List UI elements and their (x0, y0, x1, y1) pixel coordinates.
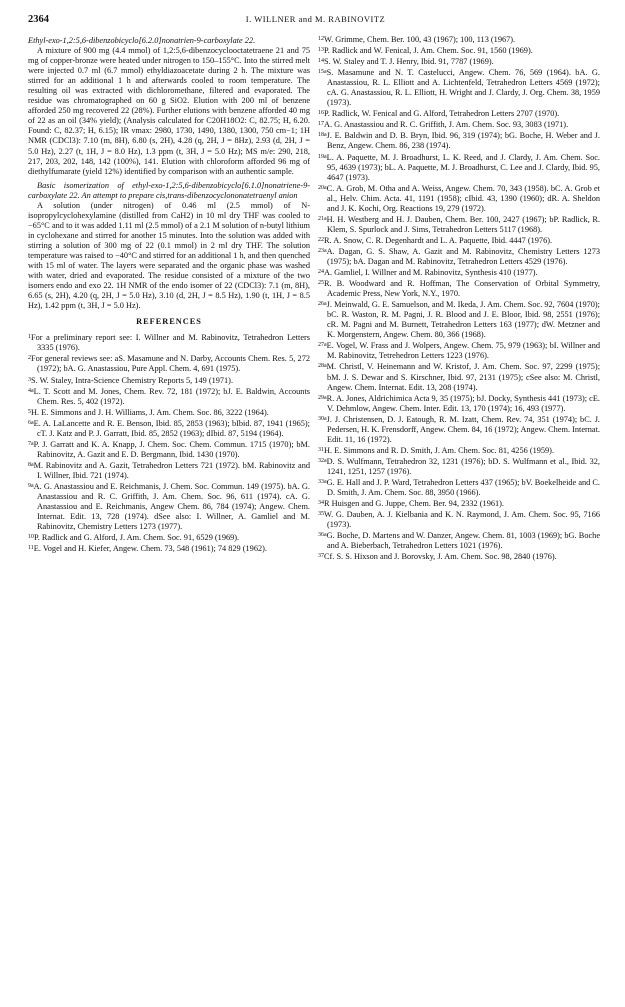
page-header (28, 14, 603, 28)
reference-number: 27a (318, 342, 327, 349)
reference-text: H. E. Simmons and R. D. Smith, J. Am. Chem. Soc. 81, 4256 (1959). (324, 445, 555, 455)
reference-text: H. E. Simmons and J. H. Williams, J. Am. Chem. Soc. 86, 3222 (1964). (31, 407, 269, 417)
reference-item (318, 445, 600, 456)
reference-text: H. H. Westberg and H. J. Dauben, Chem. Ber. 100, 2427 (1967); bP. Radlick, R. Klem, S. Spurlock and J. Sims, Tetrahedron Letters 5117 (1968). (326, 214, 600, 234)
reference-item (318, 56, 600, 67)
reference-item (318, 278, 600, 299)
reference-item (318, 414, 600, 445)
reference-text: J. Meinwald, G. E. Samuelson, and M. Ikeda, J. Am. Chem. Soc. 92, 7604 (1970); bC. R. Waston, R. M. Pagni, J. R. Blood and J. E. Bloor, Ibid. 98, 2551 (1976); cR. M. Pagni and M. Burnett, Tetrahedron Letters 163 (1977); dW. Metzner and K. Morgenstern, Angew. Chem. 80, 366 (1968). (326, 300, 600, 340)
reference-item (28, 532, 310, 543)
reference-text: Cf. S. S. Hixson and J. Borovsky, J. Am. Chem. Soc. 98, 2840 (1976). (324, 552, 557, 562)
reference-text: P. J. Garratt and K. A. Knapp, J. Chem. Soc. Chem. Commun. 1715 (1970); bM. Rabinovitz, A. Gazit and E. D. Bergmann, Ibid. 1430 (1970). (33, 439, 310, 459)
reference-number: 36a (318, 532, 327, 539)
reference-number: 5 (28, 408, 31, 415)
reference-number: 8a (28, 461, 34, 468)
reference-text: R. B. Woodward and R. Hoffman, The Conservation of Orbital Symmetry, Academic Press, New York, N.Y., 1970. (324, 279, 600, 299)
reference-item (28, 481, 310, 532)
reference-text: S. Masamune and N. T. Castelucci, Angew. Chem. 76, 569 (1964). bA. G. Anastassiou, R. L. Elliott and A. Lichtenfeld, Tetrahedron Letters 4569 (1972); cA. G. Anastassiou, R. L. Elliott, H. Wright and J. Clardy, J. Org. Chem. 38, 1959 (1973). (326, 68, 600, 108)
reference-number: 23a (318, 247, 327, 254)
experimental-text-1: A mixture of 900 mg (4.4 mmol) of 1,2:5,6-dibenzocyclooctatetraene 21 and 75 mg of copper-bronze were heated under nitrogen to 150–155°C. Into the stirred melt were injected 0.7 ml (6.7 mmol) ethyldiazoacetate during 2 h. The mixture was stirred for an additional 1 h and afterwards cooled to room temperature. The resulting oil was extracted with dichloromethane, filtered and evaporated. The residue was chromatographed on 60 g SiO2. Elution with 200 ml of benzene afforded 250 mg recovered 22 (28%). Further elutions with benzene afforded 40 mg of 22 as an oil (34% yield); (Analysis calculated for C20H18O2: C, 82.75; H, 6.20. Found: C, 82.37; H, 6.15); IR νmax: 2980, 1730, 1490, 1380, 1300, 750 cm−1; 1H NMR (CDCl3): 7.10 (m, 8H), 6.80 (s, 2H), 4.28 (q, 2H, J = 8Hz), 2.93 (d, 2H, J = 5.0 Hz), 2.27 (t, 1H, J = 8.0 Hz), 1.3 ppm (t, 3H, J = 5.0 Hz); MS m/e: 290, 218, 217, 203, 202, 148, 142 (100%), 141. Elution with chloroform afforded 96 mg of diethylfumarate (yield 12%) identified by comparison with an authentic sample. (28, 46, 310, 176)
experimental-section-2 (28, 181, 310, 312)
reference-number: 34 (318, 500, 324, 507)
reference-item (28, 418, 310, 439)
reference-number: 25 (318, 280, 324, 287)
reference-item (318, 267, 600, 278)
reference-number: 11 (28, 545, 34, 552)
reference-number: 30a (318, 415, 327, 422)
reference-item (318, 477, 600, 498)
reference-text: R Huisgen and G. Juppe, Chem. Ber. 94, 2332 (1961). (324, 499, 504, 509)
right-column (318, 34, 600, 562)
reference-item (318, 214, 600, 235)
reference-text: A. G. Anastassiou and E. Reichmanis, J. Chem. Soc. Commun. 149 (1975). bA. G. Anastassiou and R. C. Griffith, J. Am. Chem. Soc. 96, 611 (1974). cA. G. Anastassiou and E. Reichmanis, Angew Chem. 86, 784 (1974); Angew. Chem. Internat. Edit. 13, 728 (1974). dSee also: I. Willner, A. Gamliel and M. Rabinovitz, Chemistry Letters 1273 (1977). (33, 481, 310, 532)
reference-number: 21a (318, 215, 327, 222)
reference-item (318, 509, 600, 530)
reference-item (318, 456, 600, 477)
reference-number: 14 (318, 58, 324, 65)
reference-item (318, 34, 600, 45)
reference-number: 2 (28, 355, 31, 362)
reference-number: 32a (318, 457, 327, 464)
experimental-title-1: Ethyl-exo-1,2:5,6-dibenzobicyclo[6.2.0]nonatrien-9-carboxylate 22. (28, 36, 256, 45)
reference-text: J. J. Christensen, D. J. Eatough, R. M. Izatt, Chem. Rev. 74, 351 (1974); bC. J. Pedersen, H. K. Frensdorff, Angew. Chem. 84, 16 (1972); Angew. Chem. Internat. Edit. 11, 16 (1972). (326, 414, 600, 444)
reference-item (28, 386, 310, 407)
reference-number: 19a (318, 153, 327, 160)
reference-item (318, 498, 600, 509)
reference-item (318, 299, 600, 340)
reference-number: 12 (318, 36, 324, 42)
reference-item (318, 130, 600, 151)
reference-text: G. E. Hall and J. P. Ward, Tetrahedron Letters 437 (1965); bV. Boekelheide and C. D. Smith, J. Am. Chem. Soc. 88, 3950 (1966). (326, 477, 600, 498)
reference-text: E. Vogel, W. Frass and J. Wolpers, Angew. Chem. 75, 979 (1963); bI. Willner and M. Rabinovitz, Tetrehedron Letters 1223 (1976). (326, 341, 600, 361)
reference-number: 28a (318, 363, 327, 370)
reference-number: 20a (318, 184, 327, 191)
reference-text: R. A. Jones, Aldrichimica Acta 9, 35 (1975); bJ. Docky, Synthesis 441 (1973); cE. V. Dehmlow, Angew. Chem. Inter. Edit. 13, 170 (1974); 16, 493 (1977). (326, 393, 600, 413)
reference-number: 24 (318, 269, 324, 276)
reference-item (28, 375, 310, 386)
reference-number: 7a (28, 440, 34, 447)
reference-number: 22 (318, 236, 324, 243)
reference-text: S. W. Staley, Intra-Science Chemistry Reports 5, 149 (1971). (31, 375, 234, 385)
reference-text: E. Vogel and H. Kiefer, Angew. Chem. 73, 548 (1961); 74 829 (1962). (33, 544, 267, 554)
reference-item (318, 530, 600, 551)
reference-text: C. A. Grob, M. Otha and A. Weiss, Angew. Chem. 70, 343 (1958). bC. A. Grob et al., Helv. Chim. Acta. 41, 1191 (1958); cIbid. 43, 1390 (1960); dR. A. Sheldon and J. K. Kochi, Org. Reactions 19, 279 (1972). (326, 183, 600, 213)
reference-number: 9a (28, 482, 34, 489)
reference-text: A. G. Anastassiou and R. C. Griffith, J. Am. Chem. Soc. 93, 3083 (1971). (324, 120, 569, 130)
reference-number: 37 (318, 553, 324, 560)
reference-text: J. E. Baldwin and D. B. Bryn, Ibid. 96, 319 (1974); bG. Boche, H. Weber and J. Benz, Angew. Chem. 86, 238 (1974). (326, 131, 600, 151)
reference-item (318, 152, 600, 183)
reference-item (28, 543, 310, 554)
reference-item (28, 439, 310, 460)
reference-number: 3 (28, 376, 31, 383)
reference-item (318, 340, 600, 361)
reference-text: P. Radlick and G. Alford, J. Am. Chem. Soc. 91, 6529 (1969). (34, 533, 240, 543)
left-column (28, 34, 310, 554)
reference-text: D. S. Wulfmann, Tetrahedron 32, 1231 (1976); bD. S. Wulfmann et al., Ibid. 32, 1241, 1251, 1257 (1976). (326, 456, 600, 476)
reference-item (318, 551, 600, 562)
reference-text: E. A. LaLancette and R. E. Benson, Ibid. 85, 2853 (1963); bIbid. 87, 1941 (1965); cT. J. Katz and P. J. Garratt, Ibid. 85, 2852 (1963); dIbid. 87, 5194 (1964). (33, 418, 310, 438)
reference-item (28, 407, 310, 418)
reference-text: M. Rabinovitz and A. Gazit, Tetrahedron Letters 721 (1972). bM. Rabinovitz and I. Willner, Ibid. 721 (1974). (33, 460, 310, 480)
experimental-section-1 (28, 36, 310, 177)
running-title: I. WILLNER and M. RABINOVITZ (245, 14, 386, 24)
reference-number: 15a (318, 69, 327, 76)
reference-text: A. Gamliel, I. Willner and M. Rabinovitz, Synthesis 410 (1977). (324, 268, 538, 278)
experimental-title-2: Basic isomerization of ethyl-exo-1,2:5,6-dibenzobicyclo[6.1.0]nonatriene-9-carboxylate 22. An attempt to prepare cis,trans-dibenzocyclononatetraenyl anion (28, 180, 310, 200)
reference-item (28, 332, 310, 353)
reference-number: 35 (318, 511, 324, 518)
references-list-left (28, 332, 310, 554)
reference-text: L. T. Scott and M. Jones, Chem. Rev. 72, 181 (1972); bJ. E. Baldwin, Accounts Chem. Res. 5, 402 (1972). (33, 386, 310, 406)
reference-item (318, 45, 600, 56)
reference-number: 13 (318, 47, 324, 54)
reference-item (318, 246, 600, 267)
reference-text: L. A. Paquette, M. J. Broadhurst, L. K. Reed, and J. Clardy, J. Am. Chem. Soc. 95, 4639 (1973); bL. A. Paquette, M. J. Broadhurst, C. Lee and J. Clardy, Ibid. 95, 4647 (1973). (326, 152, 600, 182)
references-heading: REFERENCES (136, 317, 202, 327)
reference-item (318, 108, 600, 119)
reference-item (318, 119, 600, 130)
reference-item (318, 183, 600, 214)
reference-text: A. Dagan, G. S. Shaw, A. Gazit and M. Rabinovitz, Chemistry Letters 1273 (1975); bA. Dagan and M. Rabinovitz, Tetrahedron Letters 4529 (1976). (326, 246, 600, 266)
reference-text: W. Grimme, Chem. Ber. 100, 43 (1967); 100, 113 (1967). (324, 35, 516, 44)
reference-text: For general reviews see: aS. Masamune and N. Darby, Accounts Chem. Res. 5, 272 (1972); bA. G. Anastassiou, Pure Appl. Chem. 4, 691 (1975). (31, 354, 310, 374)
reference-text: W. G. Dauben, A. J. Kielbania and K. N. Raymond, J. Am. Chem. Soc. 95, 7166 (1973). (324, 510, 600, 530)
reference-item (318, 393, 600, 414)
reference-text: P. Radlick and W. Fenical, J. Am. Chem. Soc. 91, 1560 (1969). (324, 46, 533, 56)
experimental-text-2: A solution (under nitrogen) of 0.46 ml (2.5 mmol) of N-isopropylcyclohexylamine (distilled from CaH2) in 10 ml dry THF was cooled to −65°C and to it was added 1.11 ml (2.5 mmol) of a 2.1 M solution of n-butyl lithium in cyclohexane and stirred for another 15 minutes. Into the solution was added with stirring a solution of 300 mg of 22 (0.1 mmol) in 2 ml dry THF. The solution temperature was raised to −40°C and stirred for an additional 1 h, and then quenched with 15 ml of water. The layers were separated and the organic phase was washed with water, dried and evaporated. The residue consisted of a mixture of the two isomers endo and exo 22. 1H NMR of the endo isomer of 22 (CDCl3): 7.1 (m, 8H), 6.65 (s, 2H), 4.20 (q, 2H, J = 5.0 Hz), 3.10 (d, 2H, J = 8.5 Hz), 1.90 (t, 1H, J = 8.5 Hz), 1.42 ppm (t, 3H, J = 5.0 Hz). (28, 200, 310, 311)
reference-text: G. Boche, D. Martens and W. Danzer, Angew. Chem. 81, 1003 (1969); bG. Boche and A. Bieberbach, Tetrahedron Letters 1021 (1976). (326, 531, 600, 551)
reference-item (318, 67, 600, 108)
reference-text: R. A. Snow, C. R. Degenhardt and L. A. Paquette, Ibid. 4447 (1976). (324, 235, 553, 245)
reference-number: 4a (28, 387, 34, 394)
reference-item (28, 460, 310, 481)
reference-number: 29a (318, 394, 327, 401)
reference-number: 10 (28, 534, 34, 541)
reference-number: 16 (318, 110, 324, 117)
reference-item (318, 235, 600, 246)
reference-text: P. Radlick, W. Fenical and G. Alford, Tetrahedron Letters 2707 (1970). (324, 109, 560, 119)
reference-number: 31 (318, 446, 324, 453)
reference-number: 1 (28, 334, 31, 341)
references-list-right (318, 34, 600, 562)
reference-text: M. Christl, V. Heinemann and W. Kristof, J. Am. Chem. Soc. 97, 2299 (1975); bM. J. S. Dewar and S. Kirschner, Ibid. 97, 2131 (1975); cSee also: M. Christl, Angew. Chem. Internat. Edit. 13, 208 (1974). (326, 362, 600, 392)
reference-number: 6a (28, 419, 34, 426)
reference-item (318, 361, 600, 392)
page-number: 2364 (28, 14, 49, 25)
reference-number: 26a (318, 301, 327, 308)
reference-text: For a preliminary report see: I. Willner and M. Rabinovitz, Tetrahedron Letters 3335 (1976). (31, 333, 310, 353)
reference-number: 33a (318, 478, 327, 485)
reference-item (28, 353, 310, 374)
reference-number: 17 (318, 121, 324, 128)
reference-number: 18a (318, 132, 327, 139)
reference-text: S. W. Staley and T. J. Henry, Ibid. 91, 7787 (1969). (324, 57, 494, 67)
